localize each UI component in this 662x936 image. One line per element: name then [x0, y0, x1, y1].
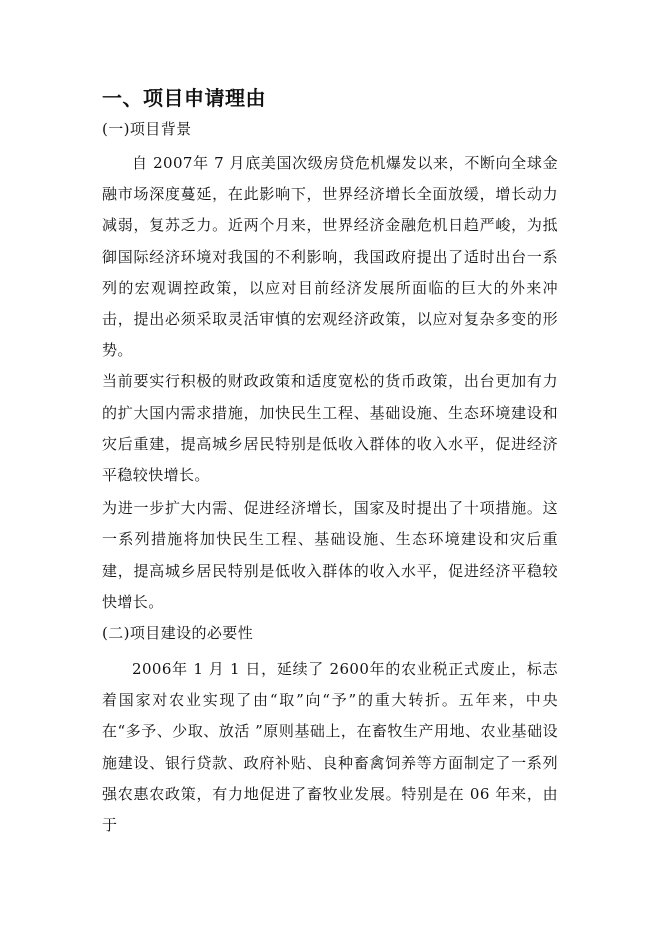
paragraph-necessity-1: 2006年 1 月 1 日，延续了 2600年的农业税正式废止，标志着国家对农业实现了由“取”向“予”的重大转折。五年来，中央在“多予、少取、放活 ”原则基础上，在畜牧生产用地、农业基础设施建设、银行贷款、政府补贴、良种畜禽饲养等方面制定了一系列强农惠农政策，有力地促进了畜牧业发展。特别是在 06 年来，由于 — [102, 660, 558, 835]
paragraph-background-1: 自 2007年 7 月底美国次级房贷危机爆发以来，不断向全球金融市场深度蔓延，在此影响下，世界经济增长全面放缓，增长动力减弱，复苏乏力。近两个月来，世界经济金融危机日趋严峻，为抵御国际经济环境对我国的不利影响，我国政府提出了适时出台一系列的宏观调控政策，以应对目前经济发展所面临的巨大的外来冲击，提出必须采取灵活审慎的宏观经济政策，以应对复杂多变的形势。 — [102, 154, 558, 360]
paragraph-background-3: 为进一步扩大内需、促进经济增长，国家及时提出了十项措施。这一系列措施将加快民生工程、基础设施、生态环境建设和灾后重建，提高城乡居民特别是低收入群体的收入水平，促进经济平稳较快增长。 — [102, 499, 558, 611]
subsection-title-necessity: (二)项目建设的必要性 — [102, 624, 254, 643]
paragraph-background-2: 当前要实行积极的财政政策和适度宽松的货币政策，出台更加有力的扩大国内需求措施，加快民生工程、基础设施、生态环境建设和灾后重建，提高城乡居民特别是低收入群体的收入水平，促进经济平稳较快增长。 — [102, 372, 558, 485]
section-heading: 一、项目申请理由 — [102, 86, 266, 110]
subsection-title-background: (一)项目背景 — [102, 120, 192, 138]
